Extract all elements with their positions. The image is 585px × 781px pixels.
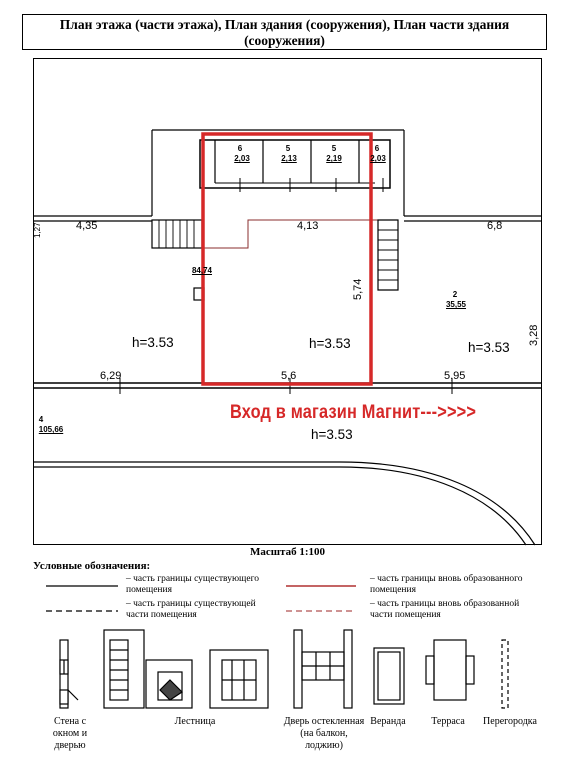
dimension-label: 4,13 xyxy=(297,220,319,232)
symbol-label: Лестница xyxy=(174,716,216,727)
legend-item: – часть границы вновь образованной части помещения xyxy=(370,599,520,620)
dimension-label: 6,8 xyxy=(487,220,503,232)
symbol-label: Перегородка xyxy=(483,716,537,727)
room-area: 2,03 xyxy=(234,154,250,163)
symbol-label: Веранда xyxy=(370,716,406,727)
room-area: 105,66 xyxy=(38,425,64,434)
room-number: 6 xyxy=(374,144,380,153)
room-area: 2,03 xyxy=(370,154,386,163)
scale-label: Масштаб 1:100 xyxy=(250,546,326,558)
dimension-label: 6,29 xyxy=(100,370,122,382)
room-number: 5 xyxy=(331,144,337,153)
stairs-icon xyxy=(104,630,268,708)
room-number: 5 xyxy=(285,144,291,153)
symbol-label: Дверь остекленная (на балкон, лоджию) xyxy=(283,716,365,751)
terrace-icon xyxy=(426,640,474,700)
legend-title: Условные обозначения: xyxy=(33,560,151,572)
legend-item: – часть границы вновь образованного помещения xyxy=(370,574,523,595)
wall-window-door-icon xyxy=(60,640,78,708)
header-title-line1: План этажа (части этажа), План здания (сооружения), План части здания xyxy=(59,17,510,32)
room-area: 2,19 xyxy=(326,154,342,163)
symbol-label: Стена с окном и дверью xyxy=(52,716,88,751)
legend-item: – часть границы существующего помещения xyxy=(126,574,259,595)
dimension-label: 4,35 xyxy=(76,220,98,232)
dimension-label: 5,95 xyxy=(444,370,466,382)
partition-icon xyxy=(502,640,508,708)
veranda-icon xyxy=(374,648,404,704)
height-label: h=3.53 xyxy=(468,340,510,355)
height-label: h=3.53 xyxy=(132,335,174,350)
legend-item: – часть границы существующей части помещения xyxy=(126,599,256,620)
room-number: 6 xyxy=(237,144,243,153)
room-area: 2,13 xyxy=(281,154,297,163)
symbol-label: Терраса xyxy=(431,716,465,727)
room-number: 2 xyxy=(452,290,458,299)
header-title-line2: (сооружения) xyxy=(244,33,325,48)
entrance-note: Вход в магазин Магнит--->>>> xyxy=(230,402,477,423)
room-area: 84,74 xyxy=(191,266,213,275)
dimension-label: 3,28 xyxy=(528,324,540,346)
height-label: h=3.53 xyxy=(311,427,353,442)
dimension-label: 1,27 xyxy=(33,222,42,238)
height-label: h=3.53 xyxy=(309,336,351,351)
room-number: 4 xyxy=(38,415,44,424)
dimension-label: 5,74 xyxy=(352,278,364,300)
room-area: 35,55 xyxy=(445,300,467,309)
dimension-label: 5,6 xyxy=(281,370,297,382)
glazed-door-icon xyxy=(294,630,352,708)
